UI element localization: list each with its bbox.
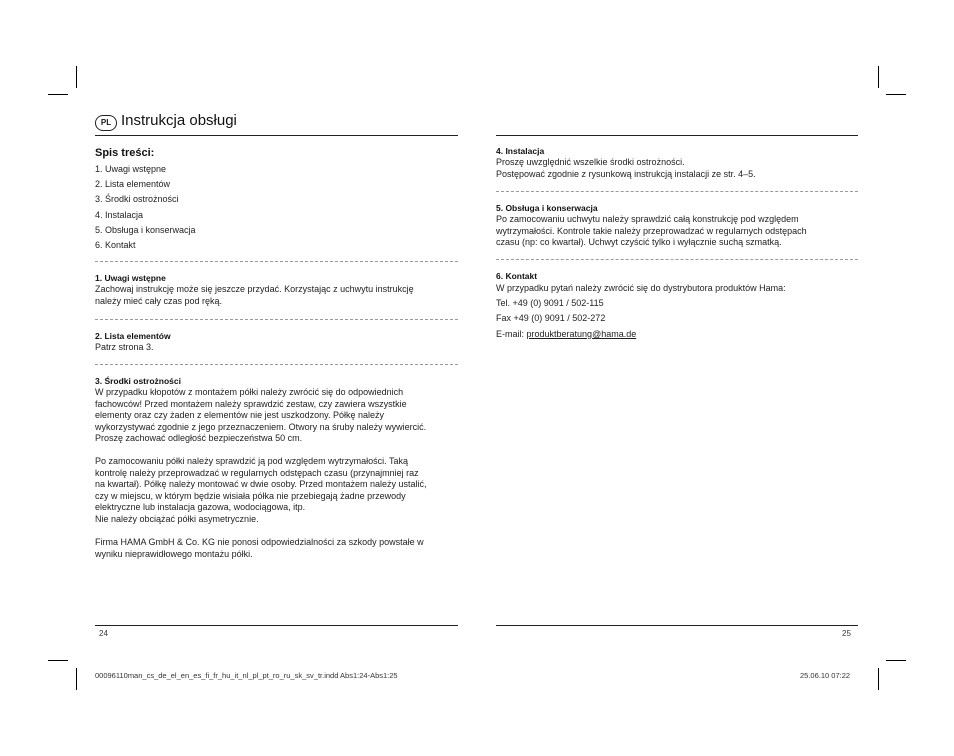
contact-intro: W przypadku pytań należy zwrócić się do dystrybutora produktów Hama:	[496, 283, 786, 293]
text-line: Proszę uwzględnić wszelkie środki ostrożności.	[496, 157, 685, 167]
text-line: elektryczne lub instalacja gazowa, wodociągowa, itp.	[95, 502, 306, 513]
text-line: elementy oraz czy żaden z elementów nie jest uszkodzony. Półkę należy	[95, 410, 384, 421]
text-line: Nie należy obciążać półki asymetrycznie.	[95, 513, 259, 524]
toc-item: 1. Uwagi wstępne	[95, 164, 167, 174]
section-text	[95, 342, 154, 354]
section-divider	[95, 319, 458, 320]
toc-item: 4. Instalacja	[95, 210, 144, 220]
text-line: Zachowaj instrukcję może się jeszcze przydać. Korzystając z uchwytu instrukcję	[95, 284, 414, 294]
text-line: wytrzymałości. Kontrole takie należy przeprowadzać w regularnych odstępach	[496, 225, 807, 236]
toc-heading: Spis treści:	[95, 147, 155, 159]
file-slug: 00096110man_cs_de_el_en_es_fi_fr_hu_it_nl_pl_pt_ro_ru_sk_sv_tr.indd Abs1:24-Abs1:25	[95, 671, 398, 680]
text-line: kontrolę należy przeprowadzać w regularnych odstępach czasu (przynajmniej raz	[95, 467, 419, 478]
section-divider	[95, 261, 458, 262]
crop-mark	[878, 66, 879, 88]
toc-item: 2. Lista elementów	[95, 179, 171, 189]
text-line: czy w miejscu, w którym będzie wisiała półka nie przebiegają żadne przewody	[95, 490, 406, 501]
crop-mark	[76, 668, 77, 690]
text-line: Po zamocowaniu półki należy sprawdzić ją pod względem wytrzymałości. Taką	[95, 456, 408, 466]
email-label: E-mail:	[496, 329, 527, 339]
crop-mark	[48, 94, 68, 95]
contact-email	[496, 329, 636, 341]
footer-rule	[95, 625, 458, 626]
page-number: 24	[99, 629, 108, 638]
page-title: Instrukcja obsługi	[121, 112, 237, 129]
section-divider	[95, 364, 458, 365]
section-divider	[496, 259, 858, 260]
text-line: wyniku nieprawidłowego montażu półki.	[95, 548, 253, 559]
section-heading: 3. Środki ostrożności	[95, 376, 181, 386]
text-line: wykorzystywać zgodnie z jego przeznaczeniem. Otwory na śruby należy wywiercić.	[95, 421, 427, 432]
crop-mark	[878, 668, 879, 690]
section-text	[496, 157, 756, 180]
text-line: Po zamocowaniu uchwytu należy sprawdzić całą konstrukcję pod względem	[496, 214, 799, 224]
toc-item: 6. Kontakt	[95, 240, 136, 250]
language-badge: PL	[95, 115, 117, 131]
section-heading: 5. Obsługa i konserwacja	[496, 203, 598, 213]
section-text	[95, 456, 426, 526]
text-line: Postępować zgodnie z rysunkową instrukcją instalacji ze str. 4–5.	[496, 168, 756, 179]
text-line: Firma HAMA GmbH & Co. KG nie ponosi odpowiedzialności za szkody powstałe w	[95, 537, 424, 547]
text-line: fachowców! Przed montażem należy sprawdzić zestaw, czy zawiera wszystkie	[95, 398, 407, 409]
text-line: Patrz strona 3.	[95, 342, 154, 352]
crop-mark	[76, 66, 77, 88]
crop-mark	[48, 660, 68, 661]
header-rule	[95, 135, 458, 136]
print-date: 25.06.10 07:22	[800, 671, 851, 680]
section-heading: 6. Kontakt	[496, 271, 538, 281]
section-heading: 2. Lista elementów	[95, 331, 171, 341]
text-line: czasu (np: co kwartał). Uchwyt czyścić tylko i wyłącznie suchą szmatką.	[496, 237, 782, 248]
header-rule	[496, 135, 858, 136]
footer-rule	[496, 625, 858, 626]
crop-mark	[886, 94, 906, 95]
text-line: należy mieć cały czas pod ręką.	[95, 295, 223, 306]
text-line: na kwartał). Półkę należy montować w dwie osoby. Przed montażem należy ustalić,	[95, 479, 427, 490]
section-text	[496, 214, 807, 249]
text-line: W przypadku kłopotów z montażem półki należy zwrócić się do odpowiednich	[95, 387, 404, 397]
contact-fax: Fax +49 (0) 9091 / 502-272	[496, 313, 606, 323]
section-text	[95, 537, 424, 560]
section-text	[95, 387, 426, 445]
toc-item: 3. Środki ostrożności	[95, 194, 179, 204]
contact-phone: Tel. +49 (0) 9091 / 502-115	[496, 298, 604, 308]
toc-item: 5. Obsługa i konserwacja	[95, 225, 196, 235]
section-heading: 4. Instalacja	[496, 146, 545, 156]
section-text	[95, 284, 414, 307]
email-link[interactable]: produktberatung@hama.de	[526, 329, 637, 339]
section-divider	[496, 191, 858, 192]
page-number: 25	[842, 629, 851, 638]
text-line: Proszę zachować odległość bezpieczeństwa 50 cm.	[95, 433, 303, 444]
section-heading: 1. Uwagi wstępne	[95, 273, 166, 283]
crop-mark	[886, 660, 906, 661]
